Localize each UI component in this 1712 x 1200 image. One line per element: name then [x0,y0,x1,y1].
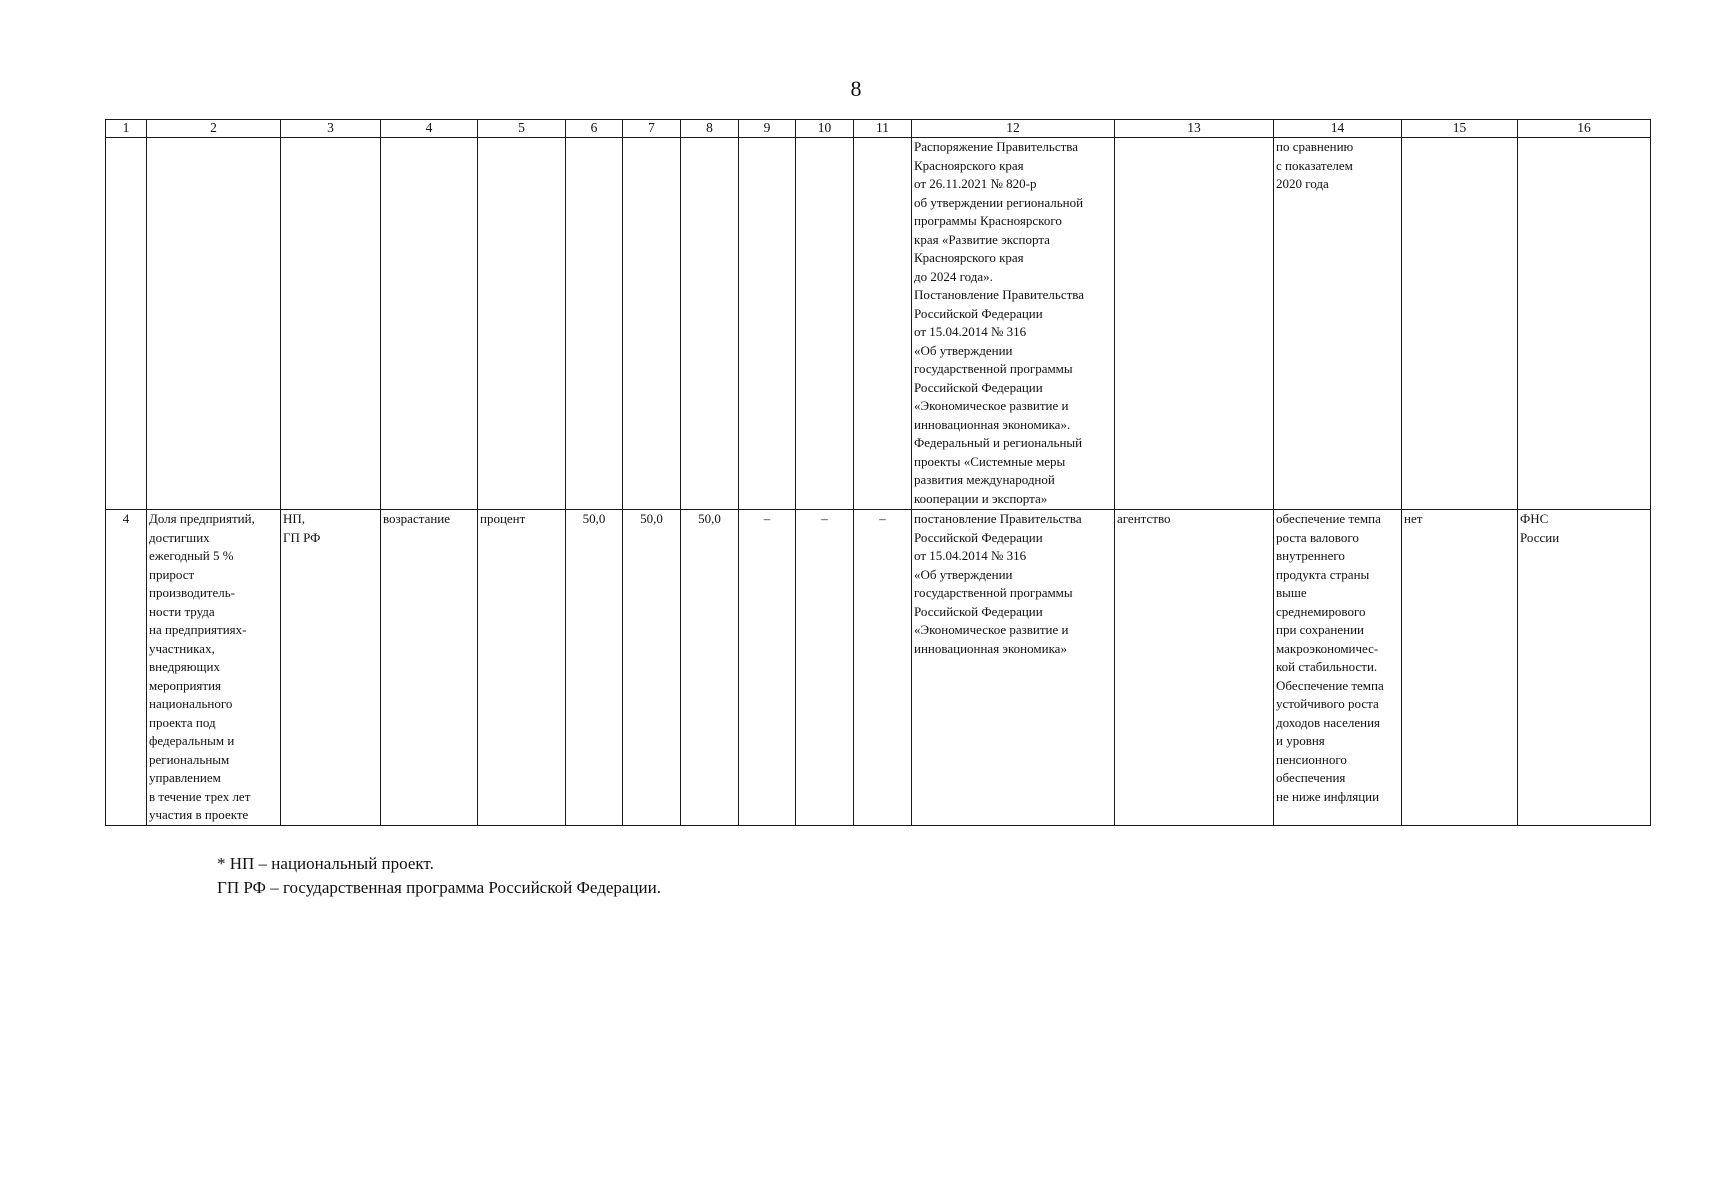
table-cell: Распоряжение Правительства Красноярского края от 26.11.2021 № 820-р об утверждении региональной программы Красноярского края «Развитие экспорта Красноярского края до 2024 года». Постановление Правительства Российской Федерации от 15.04.2014 № 316 «Об утверждении государственной программы Российской Федерации «Экономическое развитие и инновационная экономика». Федеральный и региональный проекты «Системные меры развития международной кооперации и экспорта» [912,138,1115,510]
table-header-row [106,120,1651,138]
column-header: 15 [1402,120,1518,138]
table-cell: – [739,510,796,826]
table-cell: процент [478,510,566,826]
table-cell [566,138,623,510]
table-cell: по сравнению с показателем 2020 года [1274,138,1402,510]
table-cell [1402,138,1518,510]
column-header: 6 [566,120,623,138]
footnote: ГП РФ – государственная программа Российской Федерации. [217,878,662,897]
table-cell: Доля предприятий, достигших ежегодный 5 % прирост производитель- ности труда на предприятиях- участниках, внедряющих мероприятия национального проекта под федеральным и региональным управлением в течение трех лет участия в проекте [147,510,281,826]
column-header: 8 [681,120,739,138]
table-cell [1115,138,1274,510]
footnotes [217,852,661,900]
column-header: 10 [796,120,854,138]
table-cell: ФНС России [1518,510,1651,826]
table-cell: агентство [1115,510,1274,826]
table-cell [854,138,912,510]
table-cell: постановление Правительства Российской Федерации от 15.04.2014 № 316 «Об утверждении государственной программы Российской Федерации «Экономическое развитие и инновационная экономика» [912,510,1115,826]
page-number: 8 [850,76,862,101]
table-cell: 50,0 [566,510,623,826]
table-cell: – [796,510,854,826]
column-header: 16 [1518,120,1651,138]
column-header: 9 [739,120,796,138]
table-cell: 50,0 [623,510,681,826]
column-header: 11 [854,120,912,138]
column-header: 2 [147,120,281,138]
table-cell [478,138,566,510]
column-header: 3 [281,120,381,138]
column-header: 4 [381,120,478,138]
table-cell [147,138,281,510]
table-cell: нет [1402,510,1518,826]
footnote: * НП – национальный проект. [217,854,434,873]
table-cell [381,138,478,510]
column-header: 13 [1115,120,1274,138]
column-header: 14 [1274,120,1402,138]
indicators-table [105,119,1651,826]
table-cell [681,138,739,510]
table-cell: НП, ГП РФ [281,510,381,826]
column-header: 12 [912,120,1115,138]
table-cell [623,138,681,510]
table-cell: 50,0 [681,510,739,826]
table-row [106,510,1651,826]
table-cell: – [854,510,912,826]
table-cell: возрастание [381,510,478,826]
table-cell: обеспечение темпа роста валового внутреннего продукта страны выше среднемирового при сохранении макроэкономичес- кой стабильности. Обеспечение темпа устойчивого роста доходов населения и уровня пенсионного обеспечения не ниже инфляции [1274,510,1402,826]
column-header: 1 [106,120,147,138]
column-header: 5 [478,120,566,138]
table-cell [739,138,796,510]
table-cell [796,138,854,510]
table-cell [106,138,147,510]
table-cell [281,138,381,510]
column-header: 7 [623,120,681,138]
table-row [106,138,1651,510]
table-cell: 4 [106,510,147,826]
table-cell [1518,138,1651,510]
